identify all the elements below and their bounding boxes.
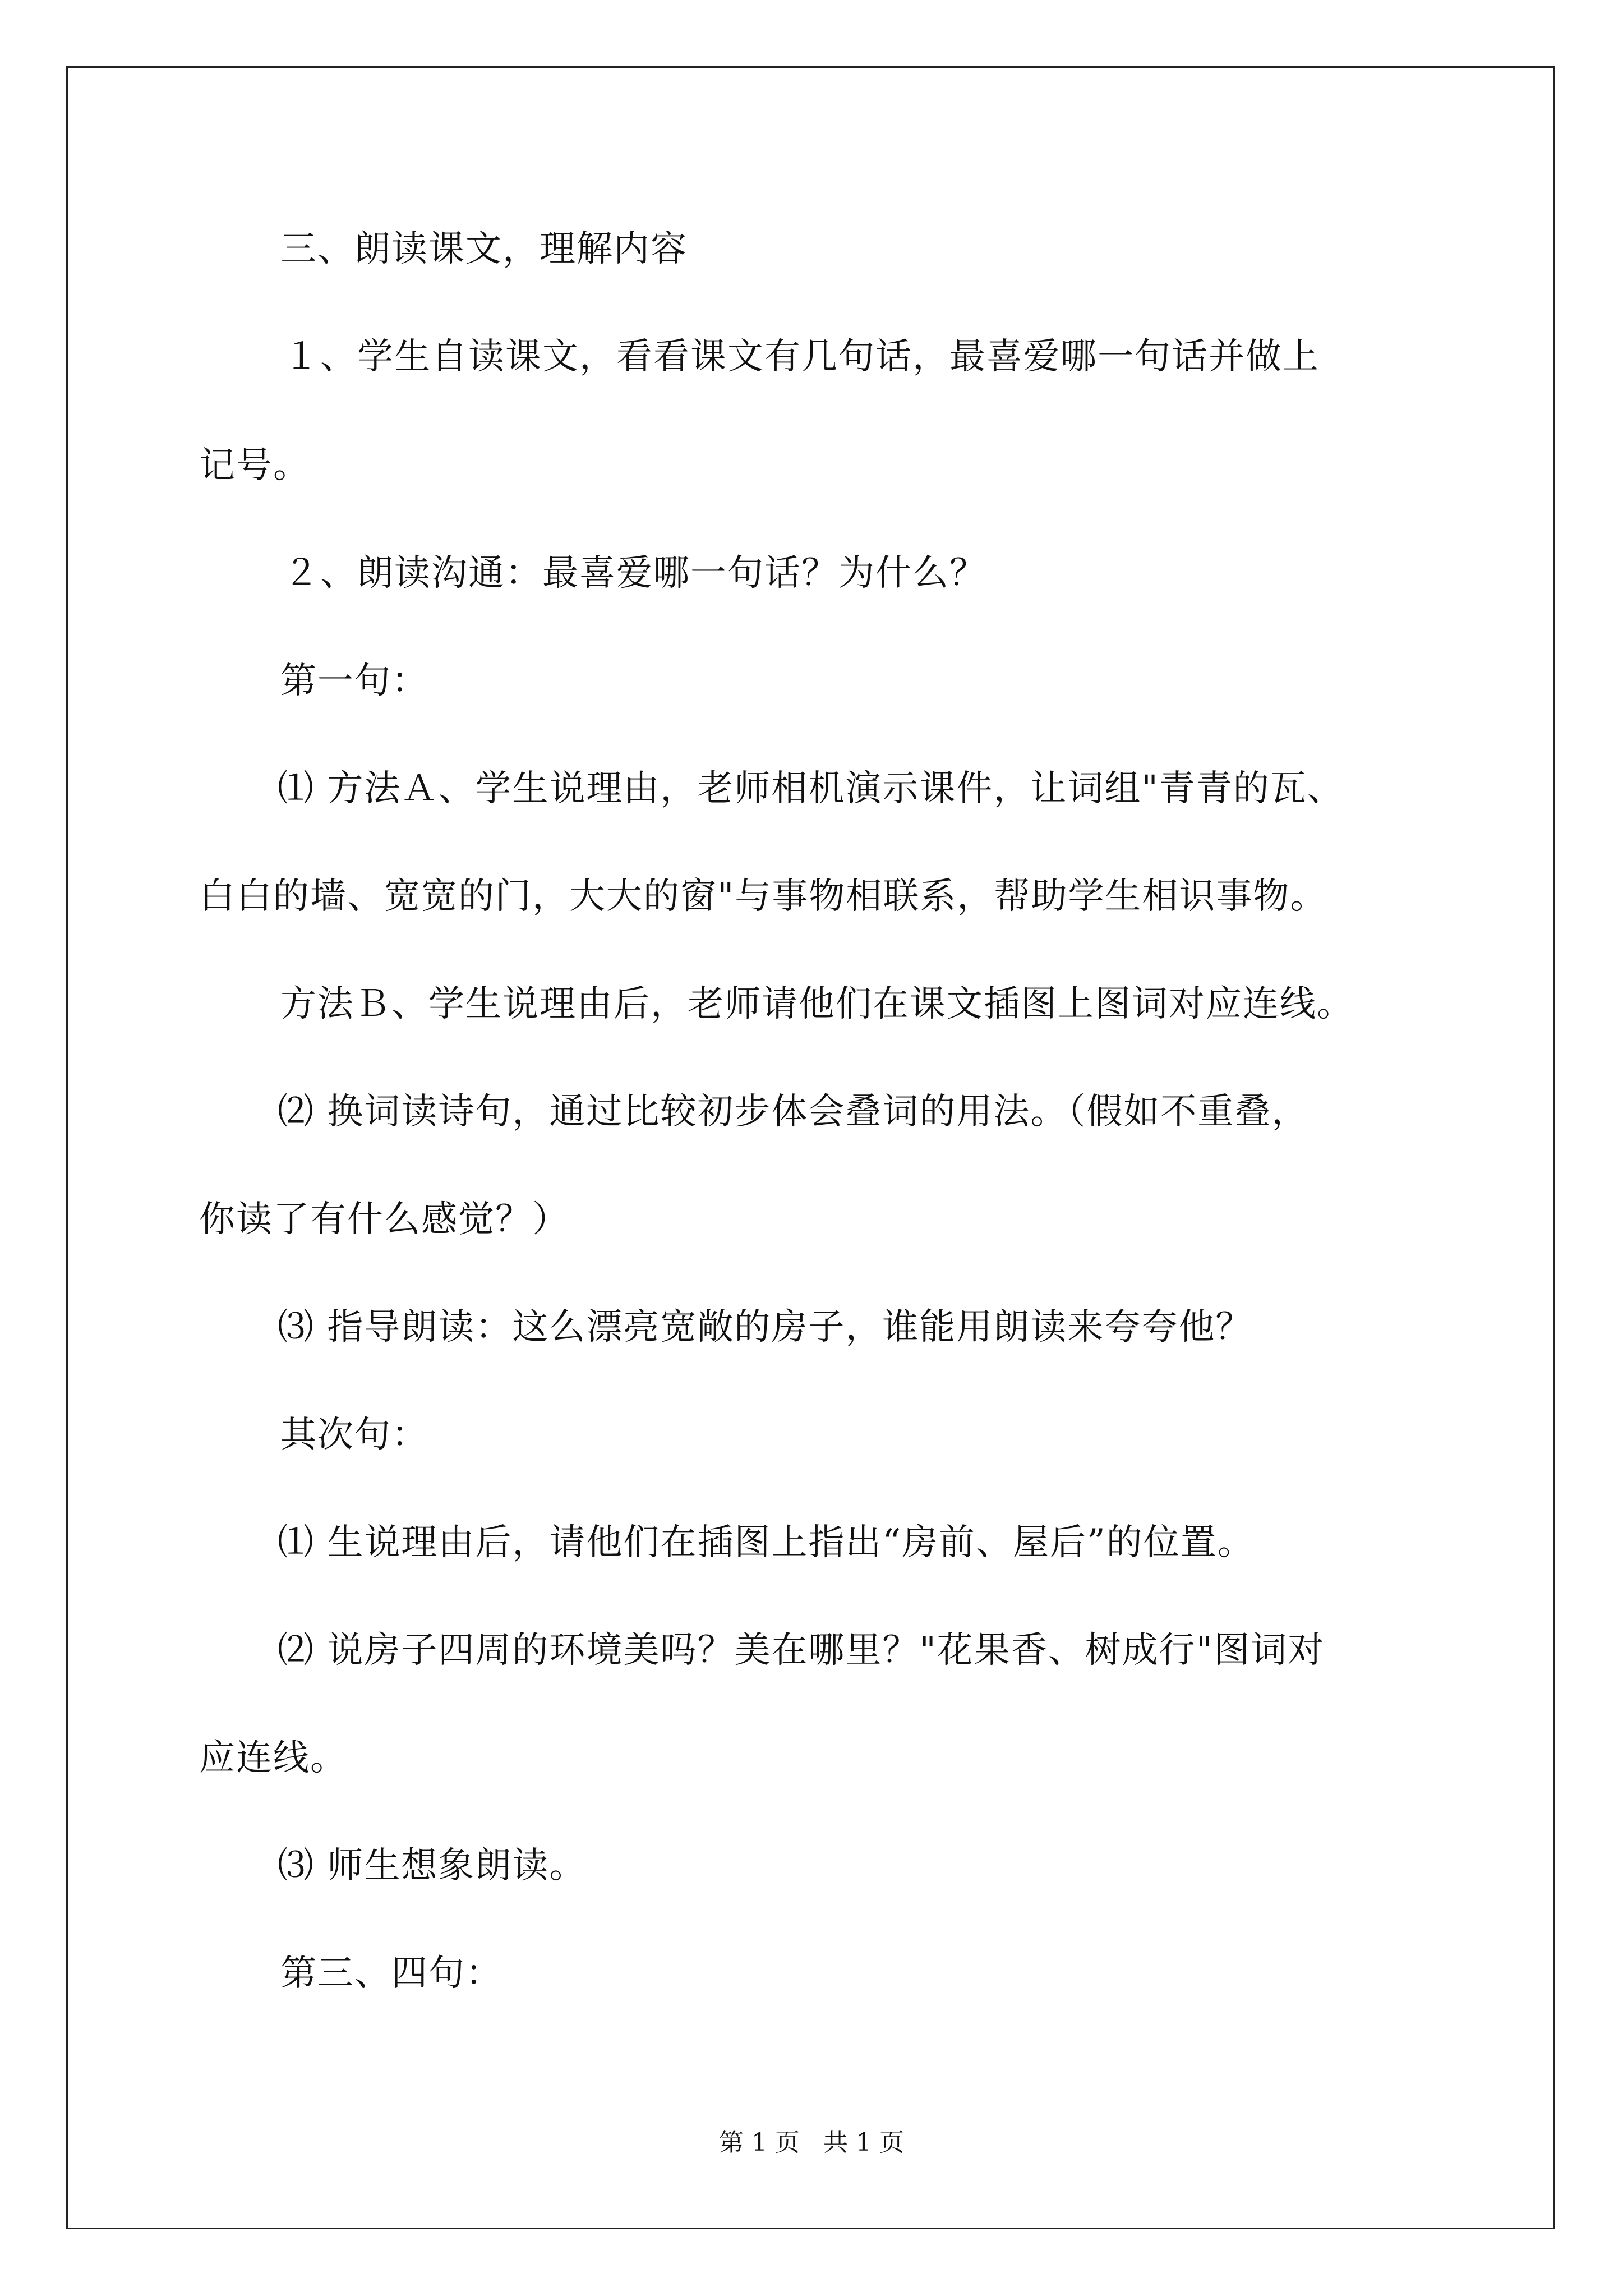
- paragraph-line: ⑵ 说房子四周的环境美吗？美在哪里？"花果香、树成行"图词对: [278, 1630, 1325, 1671]
- paragraph-line: 第一句：: [280, 660, 428, 702]
- paragraph-line: ⑶ 师生想象朗读。: [278, 1845, 587, 1887]
- paragraph-line: 第三、四句：: [280, 1953, 502, 1994]
- paragraph-line: 其次句：: [280, 1414, 428, 1456]
- paragraph-line: 方法Ｂ、学生说理由后，老师请他们在课文插图上图词对应连线。: [280, 983, 1354, 1025]
- page-footer: 第 1 页 共 1 页: [719, 2128, 904, 2157]
- paragraph-line: 你读了有什么感觉？）: [199, 1199, 569, 1240]
- paragraph-line: ２、朗读沟通：最喜爱哪一句话？为什么？: [283, 553, 986, 594]
- paragraph-line: 白白的墙、宽宽的门，大大的窗"与事物相联系，帮助学生相识事物。: [199, 876, 1327, 917]
- paragraph-line: ⑴ 方法Ａ、学生说理由，老师相机演示课件，让词组"青青的瓦、: [278, 768, 1344, 809]
- paragraph-line: 记号。: [199, 445, 310, 486]
- paragraph-line: １、学生自读课文，看看课文有几句话，最喜爱哪一句话并做上: [283, 336, 1320, 378]
- paragraph-line: ⑶ 指导朗读：这么漂亮宽敞的房子，谁能用朗读来夸夸他？: [278, 1306, 1253, 1348]
- paragraph-line: 应连线。: [199, 1737, 347, 1779]
- paragraph-line: ⑵ 换词读诗句，通过比较初步体会叠词的用法。（假如不重叠，: [278, 1091, 1309, 1133]
- page-border: [66, 66, 1555, 2229]
- paragraph-line: ⑴ 生说理由后，请他们在插图上指出“房前、屋后”的位置。: [278, 1522, 1255, 1563]
- section-heading: 三、朗读课文，理解内容: [280, 228, 688, 270]
